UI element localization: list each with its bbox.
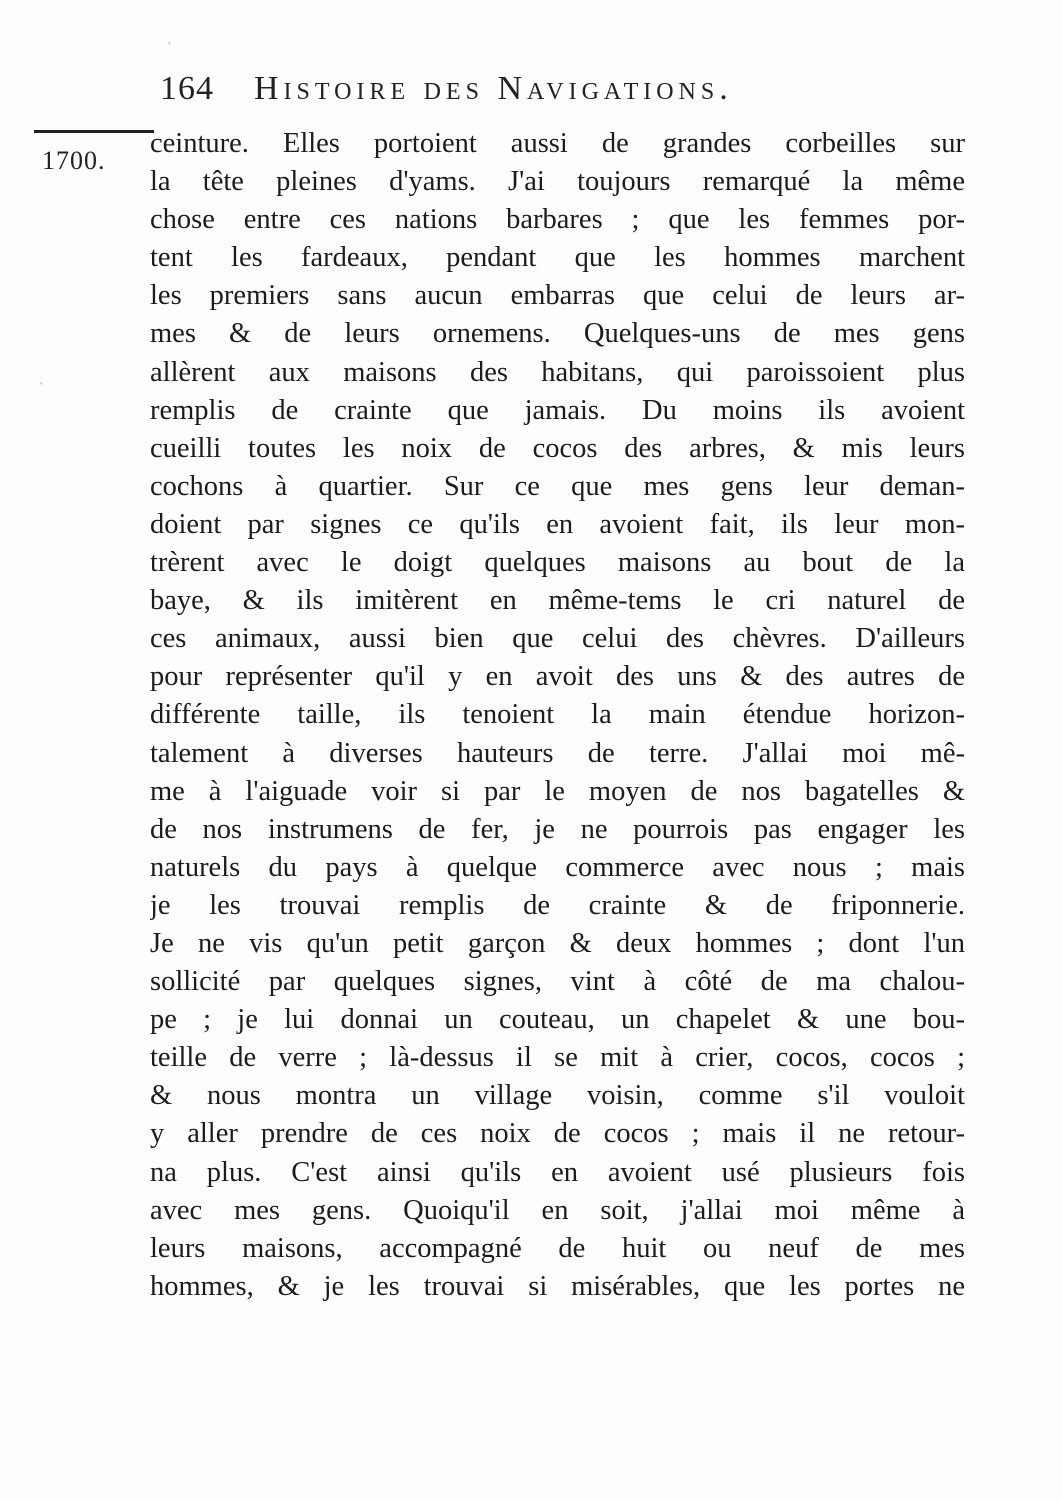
text-line: allèrent aux maisons des habitans, qui paroissoient plus	[150, 356, 965, 388]
text-line: leurs maisons, accompagné de huit ou neuf de mes	[150, 1232, 965, 1264]
text-line: pour représenter qu'il y en avoit des uns & des autres de	[150, 661, 965, 693]
page-number: 164	[160, 70, 214, 107]
text-line: avec mes gens. Quoiqu'il en soit, j'allai moi même à	[150, 1194, 965, 1226]
text-line: ceinture. Elles portoient aussi de grandes corbeilles sur	[150, 128, 965, 159]
text-line: me à l'aiguade voir si par le moyen de nos bagatelles &	[150, 775, 965, 807]
text-line: trèrent avec le doigt quelques maisons au bout de la	[150, 547, 965, 579]
running-title: Histoire des Navigations.	[254, 70, 733, 107]
body-text	[150, 125, 965, 1306]
text-line: baye, & ils imitèrent en même-tems le cri naturel de	[150, 585, 965, 617]
print-speckle: '	[40, 380, 43, 395]
text-line: doient par signes ce qu'ils en avoient fait, ils leur mon-	[150, 508, 965, 540]
text-line: mes & de leurs ornemens. Quelques-uns de mes gens	[150, 318, 965, 350]
text-line: pe ; je lui donnai un couteau, un chapelet & une bou-	[150, 1004, 965, 1036]
text-line: hommes, & je les trouvai si misérables, que les portes ne	[150, 1270, 965, 1302]
text-line: & nous montra un village voisin, comme s'il vouloit	[150, 1080, 965, 1112]
text-line: y aller prendre de ces noix de cocos ; mais il ne retour-	[150, 1118, 965, 1150]
text-line: je les trouvai remplis de crainte & de friponnerie.	[150, 889, 965, 921]
text-line: ces animaux, aussi bien que celui des chèvres. D'ailleurs	[150, 623, 965, 655]
margin-year-note: 1700.	[42, 146, 106, 175]
text-line: tent les fardeaux, pendant que les hommes marchent	[150, 242, 965, 274]
header-rule	[34, 130, 154, 133]
running-head	[160, 70, 960, 114]
text-line: les premiers sans aucun embarras que celui de leurs ar-	[150, 280, 965, 312]
text-line: Je ne vis qu'un petit garçon & deux hommes ; dont l'un	[150, 927, 965, 959]
text-line: talement à diverses hauteurs de terre. J'allai moi mê-	[150, 737, 965, 769]
text-line: différente taille, ils tenoient la main étendue horizon-	[150, 699, 965, 731]
text-line: na plus. C'est ainsi qu'ils en avoient usé plusieurs fois	[150, 1156, 965, 1188]
text-line: la tête pleines d'yams. J'ai toujours remarqué la même	[150, 166, 965, 198]
text-line: cochons à quartier. Sur ce que mes gens leur deman-	[150, 470, 965, 502]
print-speckle: '	[168, 40, 171, 55]
text-line: teille de verre ; là-dessus il se mit à crier, cocos, cocos ;	[150, 1042, 965, 1074]
text-line: sollicité par quelques signes, vint à côté de ma chalou-	[150, 966, 965, 998]
text-line: cueilli toutes les noix de cocos des arbres, & mis leurs	[150, 432, 965, 464]
text-line: naturels du pays à quelque commerce avec nous ; mais	[150, 851, 965, 883]
text-line: chose entre ces nations barbares ; que les femmes por-	[150, 204, 965, 236]
text-line: remplis de crainte que jamais. Du moins ils avoient	[150, 394, 965, 426]
text-line: de nos instrumens de fer, je ne pourrois pas engager les	[150, 813, 965, 845]
